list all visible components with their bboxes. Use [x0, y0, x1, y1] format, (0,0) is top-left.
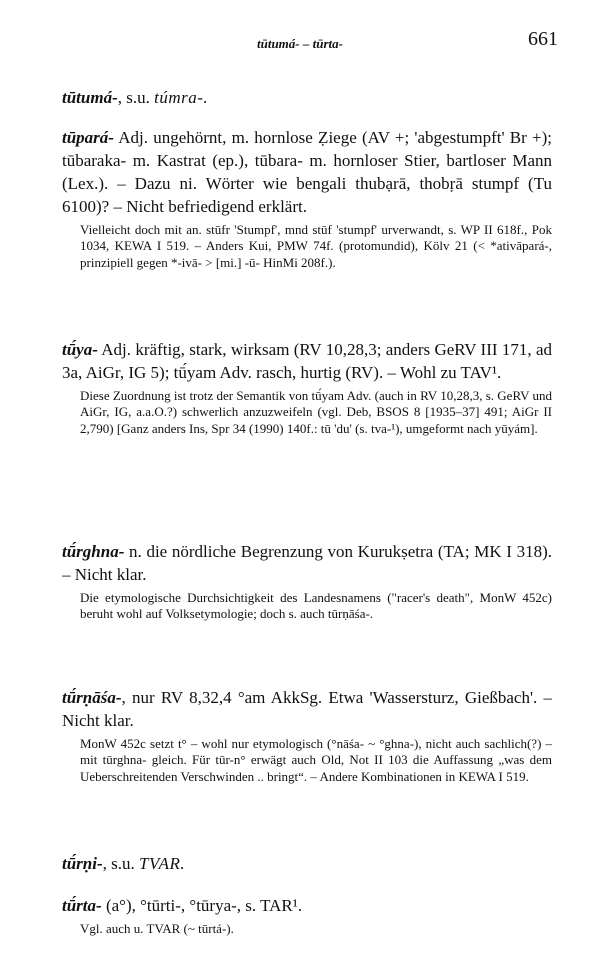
- entry-text: , nur RV 8,32,4 °am AkkSg. Etwa 'Wassersturz, Gießbach'. – Nicht klar.: [62, 688, 552, 730]
- running-head: [0, 20, 607, 50]
- entry-turta: [62, 894, 552, 937]
- entry-note: Vielleicht doch mit an. stūfr 'Stumpf', mnd stūf 'stumpf' urverwandt, s. WP II 618f., Pok 1034, KEWA I 519. – Anders Kui, PMW 74f. (protomundid), Kölv 21 (< *ativāpará-, prinzipiell gegen *-ivā- > [mi.] -ū- HinMi 208f.).: [80, 222, 552, 270]
- entry-tuya: [62, 338, 552, 437]
- entry-main: [62, 338, 552, 384]
- entry-text: Adj. kräftig, stark, wirksam (RV 10,28,3; anders GeRV III 171, ad 3a, AiGr, IG 5); tū́yam Adv. rasch, hurtig (RV). – Wohl zu TAV¹.: [62, 340, 552, 382]
- entry-main: [62, 126, 552, 218]
- entry-text: Adj. ungehörnt, m. hornlose Ẓiege (AV +; 'abgestumpft' Br +); tūbaraka- m. Kastrat (ep.), tūbara- m. hornloser Stier, bartloser Mann (Lex.). – Dazu ni. Wörter wie bengali thubạrā, thobṛā stumpf (Tu 6100)? – Nicht befriedigend erklärt.: [62, 128, 552, 216]
- page-number: 661: [528, 28, 558, 50]
- entry-text: n. die nördliche Begrenzung von Kurukṣetra (TA; MK I 318). – Nicht klar.: [62, 542, 552, 584]
- entry-turni: [62, 852, 552, 875]
- entry-tutuma: [62, 86, 552, 109]
- entry-text: , s.u.: [117, 88, 155, 107]
- entry-turnasa: [62, 686, 552, 785]
- entry-crossref: túmra-.: [154, 88, 209, 107]
- entry-turghna: [62, 540, 552, 623]
- entry-main: [62, 852, 552, 875]
- entry-headword: tū́rghna-: [62, 542, 125, 561]
- entry-headword: tū́rṇāśa-: [62, 688, 122, 707]
- entry-text: (a°), °tūrti-, °tūrya-, s. TAR¹.: [101, 896, 303, 915]
- entry-main: [62, 540, 552, 586]
- entry-headword: tūtumá-: [62, 88, 118, 107]
- entry-main: [62, 686, 552, 732]
- entry-headword: tū́rṇi-: [62, 854, 103, 873]
- entry-headword: tū́ya-: [62, 340, 98, 359]
- entry-main: [62, 86, 552, 109]
- entry-crossref: TVAR.: [139, 854, 186, 873]
- entry-headword: tūpará-: [62, 128, 114, 147]
- entry-main: [62, 894, 552, 917]
- entry-text: , s.u.: [102, 854, 140, 873]
- running-head-title: tūtumá- – tūrta-: [257, 36, 343, 51]
- entry-note: Die etymologische Durchsichtigkeit des Landesnamens ("racer's death", MonW 452c) beruht wohl auf Volksetymologie; doch s. auch tūrṇāśa-.: [80, 590, 552, 622]
- entry-headword: tū́rta-: [62, 896, 102, 915]
- entry-note: Diese Zuordnung ist trotz der Semantik von tū́yam Adv. (auch in RV 10,28,3, s. GeRV und AiGr, IG, a.a.O.?) schwerlich anzuzweifeln (vgl. Deb, BSOS 8 [1935–37] 491; AiGr II 2,790) [Ganz anders Ins, Spr 34 (1990) 140f.: tū 'du' (s. tva-¹), umgeformt nach yūyám].: [80, 388, 552, 436]
- entry-tupara: [62, 126, 552, 271]
- entry-note: MonW 452c setzt t° – wohl nur etymologisch (°nāśa- ~ °ghna-), nicht auch sachlich(?) – mit tūrghna- gleich. Für tūr-n° erwägt auch Old, Not II 103 die Auffassung „was dem Ueberschreitenden Verschwinden .. bringt“. – Andere Kombinationen in KEWA I 519.: [80, 736, 552, 784]
- entry-note: Vgl. auch u. TVAR (~ tūrtá-).: [80, 921, 234, 936]
